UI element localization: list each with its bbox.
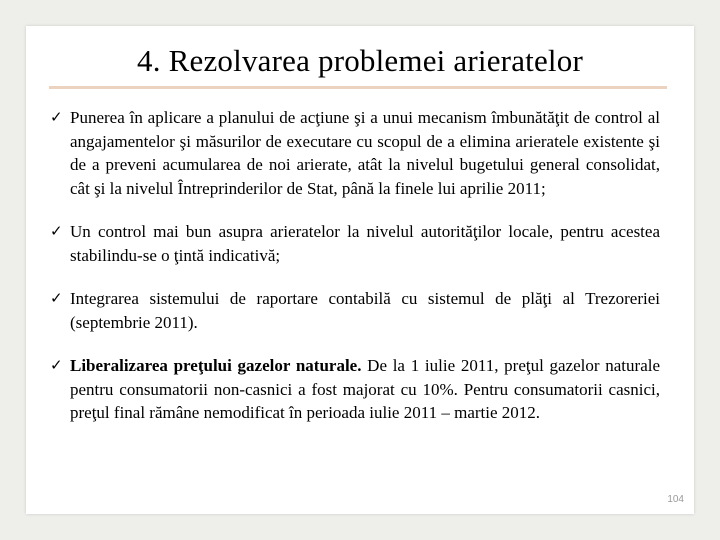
bullet-text: Integrarea sistemului de raportare contabilă cu sistemul de plăţi al Trezoreriei (septembrie 2011). bbox=[70, 289, 660, 332]
bullet-text: De la 1 iulie 2011, preţul gazelor naturale pentru consumatorii non-casnici a fost majorat cu 10%. Pentru consumatorii casnici, preţul final rămâne nemodificat în perioada iulie 2011 – martie 2012. bbox=[70, 356, 661, 422]
bullet-list bbox=[50, 106, 660, 425]
bullet-text: Punerea în aplicare a planului de acţiune şi a unui mecanism îmbunătăţit de control al angajamentelor şi măsurilor de executare cu scopul de a elimina arieratele existente şi de a preveni acumularea de noi arierate, atât la nivelul bugetului general consolidat, cât şi la nivelul Întreprinderilor de Stat, până la finele lui aprilie 2011; bbox=[70, 108, 660, 198]
bullet-item bbox=[50, 220, 660, 267]
bullet-item bbox=[50, 354, 660, 425]
check-mark-icon: ✓ bbox=[50, 356, 63, 374]
check-mark-icon: ✓ bbox=[50, 108, 63, 126]
bullet-item bbox=[50, 106, 660, 200]
check-mark-icon: ✓ bbox=[50, 289, 63, 307]
bullet-text: Un control mai bun asupra arieratelor la nivelul autorităţilor locale, pentru acestea stabilindu-se o ţintă indicativă; bbox=[70, 222, 660, 265]
check-mark-icon: ✓ bbox=[50, 222, 63, 240]
title-underline bbox=[49, 86, 667, 89]
slide-title: 4. Rezolvarea problemei arieratelor bbox=[137, 43, 583, 78]
bullet-item bbox=[50, 287, 660, 334]
page-number: 104 bbox=[667, 494, 684, 505]
bullet-bold-lead: Liberalizarea preţului gazelor naturale. bbox=[70, 356, 362, 375]
